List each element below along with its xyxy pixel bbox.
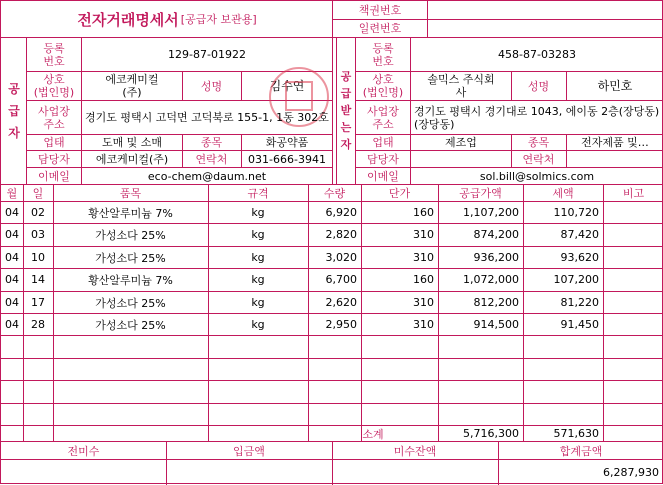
- item-row-6-price: 310: [413, 318, 434, 331]
- item-row-3-tax: 93,620: [560, 251, 599, 264]
- item-row-3-spec: kg: [251, 251, 265, 264]
- item-row-1-price: 160: [413, 206, 434, 219]
- supplier-reg-no-label: 등록 번호: [43, 41, 65, 68]
- col-supply: 공급가액: [459, 187, 502, 200]
- buyer-bizitem: 전자제품 및…: [581, 136, 649, 149]
- item-row-2-name: 가성소다 25%: [95, 228, 166, 242]
- item-row-3-name: 가성소다 25%: [95, 251, 166, 265]
- item-row-3-price: 310: [413, 251, 434, 264]
- item-row-5-supply: 812,200: [473, 296, 519, 309]
- col-item: 품목: [119, 187, 142, 200]
- item-row-4-month: 04: [5, 273, 19, 286]
- buyer-reg-no: 458-87-03283: [498, 48, 576, 61]
- item-row-1-spec: kg: [251, 206, 265, 219]
- volume-value: [428, 2, 662, 19]
- buyer-rep: 하민호: [597, 78, 633, 93]
- item-row-5-name: 가성소다 25%: [95, 296, 166, 310]
- item-row-3-note: [603, 247, 663, 268]
- serial-value: [428, 20, 662, 37]
- supplier-biztype: 도매 및 소매: [101, 136, 163, 149]
- item-row-4-price: 160: [413, 273, 434, 286]
- item-row-4-name: 황산알루미늄 7%: [88, 273, 173, 287]
- item-row-5-price: 310: [413, 296, 434, 309]
- item-row-1-day: 02: [31, 206, 45, 219]
- received-value: [166, 460, 332, 484]
- buyer-phone: [567, 151, 663, 167]
- supplier-address-label: 사업장 주소: [38, 104, 70, 131]
- item-row-2-spec: kg: [251, 228, 265, 241]
- unpaid-value: [332, 460, 498, 484]
- received-label: 입금액: [233, 444, 265, 458]
- buyer-address-label: 사업장 주소: [367, 104, 399, 131]
- item-row-5-tax: 81,220: [560, 296, 599, 309]
- item-row-4-supply: 1,072,000: [463, 273, 519, 286]
- supplier-bizitem-label: 종목: [200, 136, 223, 149]
- buyer-rep-label: 성명: [527, 79, 550, 93]
- item-row-4-qty: 6,700: [325, 273, 357, 286]
- item-row-5-spec: kg: [251, 296, 265, 309]
- col-day: 일: [32, 187, 44, 200]
- col-tax: 세액: [552, 187, 574, 200]
- supplier-rep-label: 성명: [200, 79, 223, 93]
- item-row-1-supply: 1,107,200: [463, 206, 519, 219]
- item-row-6-day: 28: [31, 318, 45, 331]
- prev-balance-value: [1, 460, 166, 484]
- item-row-1-note: [603, 202, 663, 223]
- buyer-company-label: 상호 (법인명): [362, 73, 404, 99]
- supplier-manager: 에코케미컬(주): [95, 152, 169, 166]
- item-row-2-day: 03: [31, 228, 45, 241]
- item-row-6-name: 가성소다 25%: [95, 318, 166, 332]
- item-row-5-day: 17: [31, 296, 45, 309]
- buyer-company: 솔믹스 주식회 사: [427, 73, 495, 99]
- supplier-email-label: 이메일: [38, 169, 70, 183]
- item-row-3-supply: 936,200: [473, 251, 519, 264]
- buyer-bizitem-label: 종목: [527, 136, 550, 149]
- subtotal-supply: 5,716,300: [463, 427, 519, 440]
- supplier-rep: 김수연: [269, 78, 305, 93]
- supplier-manager-label: 담당자: [38, 152, 70, 166]
- item-row-1-tax: 110,720: [553, 206, 599, 219]
- supplier-phone-label: 연락처: [195, 152, 228, 166]
- title-main: 전자거래명세서: [77, 10, 179, 29]
- item-row-6-month: 04: [5, 318, 19, 331]
- col-spec: 규격: [247, 187, 269, 200]
- supplier-company-label: 상호 (법인명): [33, 73, 75, 99]
- item-row-3-month: 04: [5, 251, 19, 264]
- supplier-reg-no: 129-87-01922: [168, 48, 246, 61]
- item-row-2-note: [603, 224, 663, 245]
- item-row-6-note: [603, 314, 663, 335]
- item-row-6-tax: 91,450: [560, 318, 599, 331]
- item-row-1-name: 황산알루미늄 7%: [88, 206, 173, 220]
- buyer-reg-no-label: 등록 번호: [372, 41, 394, 68]
- item-row-2-tax: 87,420: [560, 228, 599, 241]
- prev-balance-label: 전미수: [67, 444, 100, 458]
- buyer-phone-label: 연락처: [522, 152, 555, 166]
- supplier-bizitem: 화공약품: [265, 136, 309, 149]
- item-row-3-day: 10: [31, 251, 45, 264]
- buyer-address: 경기도 평택시 경기대로 1043, 에이동 2층(장당동)(장당동): [414, 104, 660, 131]
- item-row-4-tax: 107,200: [553, 273, 599, 286]
- item-row-4-note: [603, 269, 663, 290]
- serial-label: 일련번호: [358, 22, 402, 35]
- col-month: 월: [6, 187, 18, 200]
- volume-label: 책권번호: [358, 4, 402, 17]
- item-row-4-day: 14: [31, 273, 45, 286]
- supplier-email: eco-chem@daum.net: [147, 169, 267, 183]
- subtotal-label: 소계: [362, 427, 384, 441]
- item-row-5-note: [603, 292, 663, 313]
- supplier-phone: 031-666-3941: [248, 152, 326, 166]
- item-row-2-supply: 874,200: [473, 228, 519, 241]
- item-row-2-month: 04: [5, 228, 19, 241]
- buyer-email-label: 이메일: [367, 169, 399, 183]
- supplier-company: 에코케미컬 (주): [105, 73, 159, 99]
- item-row-6-qty: 2,950: [325, 318, 357, 331]
- supplier-biztype-label: 업태: [43, 136, 65, 149]
- item-row-2-price: 310: [413, 228, 434, 241]
- buyer-biztype: 제조업: [445, 136, 477, 149]
- item-row-1-month: 04: [5, 206, 19, 219]
- buyer-manager: [411, 151, 511, 167]
- buyer-biztype-label: 업태: [372, 136, 394, 149]
- document-title: [2, 2, 332, 36]
- item-row-4-spec: kg: [251, 273, 265, 286]
- item-row-3-qty: 3,020: [325, 251, 357, 264]
- buyer-manager-label: 담당자: [367, 152, 399, 166]
- supplier-address: 경기도 평택시 고덕면 고덕북로 155-1, 1동 302호: [85, 111, 329, 124]
- total-value: 6,287,930: [603, 465, 659, 479]
- item-row-6-spec: kg: [251, 318, 265, 331]
- item-row-6-supply: 914,500: [473, 318, 519, 331]
- item-row-5-qty: 2,620: [325, 296, 357, 309]
- title-sub: [공급자 보관용]: [180, 13, 257, 26]
- item-row-2-qty: 2,820: [325, 228, 357, 241]
- supplier-side-label: 공 급 자: [8, 81, 20, 140]
- item-row-5-month: 04: [5, 296, 19, 309]
- col-note: 비고: [622, 187, 645, 200]
- col-qty: 수량: [323, 187, 346, 200]
- buyer-side-label: 공 급 받 는 자: [340, 70, 352, 151]
- total-label: 합계금액: [559, 444, 603, 458]
- unpaid-label: 미수잔액: [393, 444, 437, 458]
- subtotal-tax: 571,630: [553, 427, 599, 440]
- col-price: 단가: [388, 187, 411, 200]
- item-row-1-qty: 6,920: [325, 206, 357, 219]
- buyer-email: sol.bill@solmics.com: [479, 169, 595, 183]
